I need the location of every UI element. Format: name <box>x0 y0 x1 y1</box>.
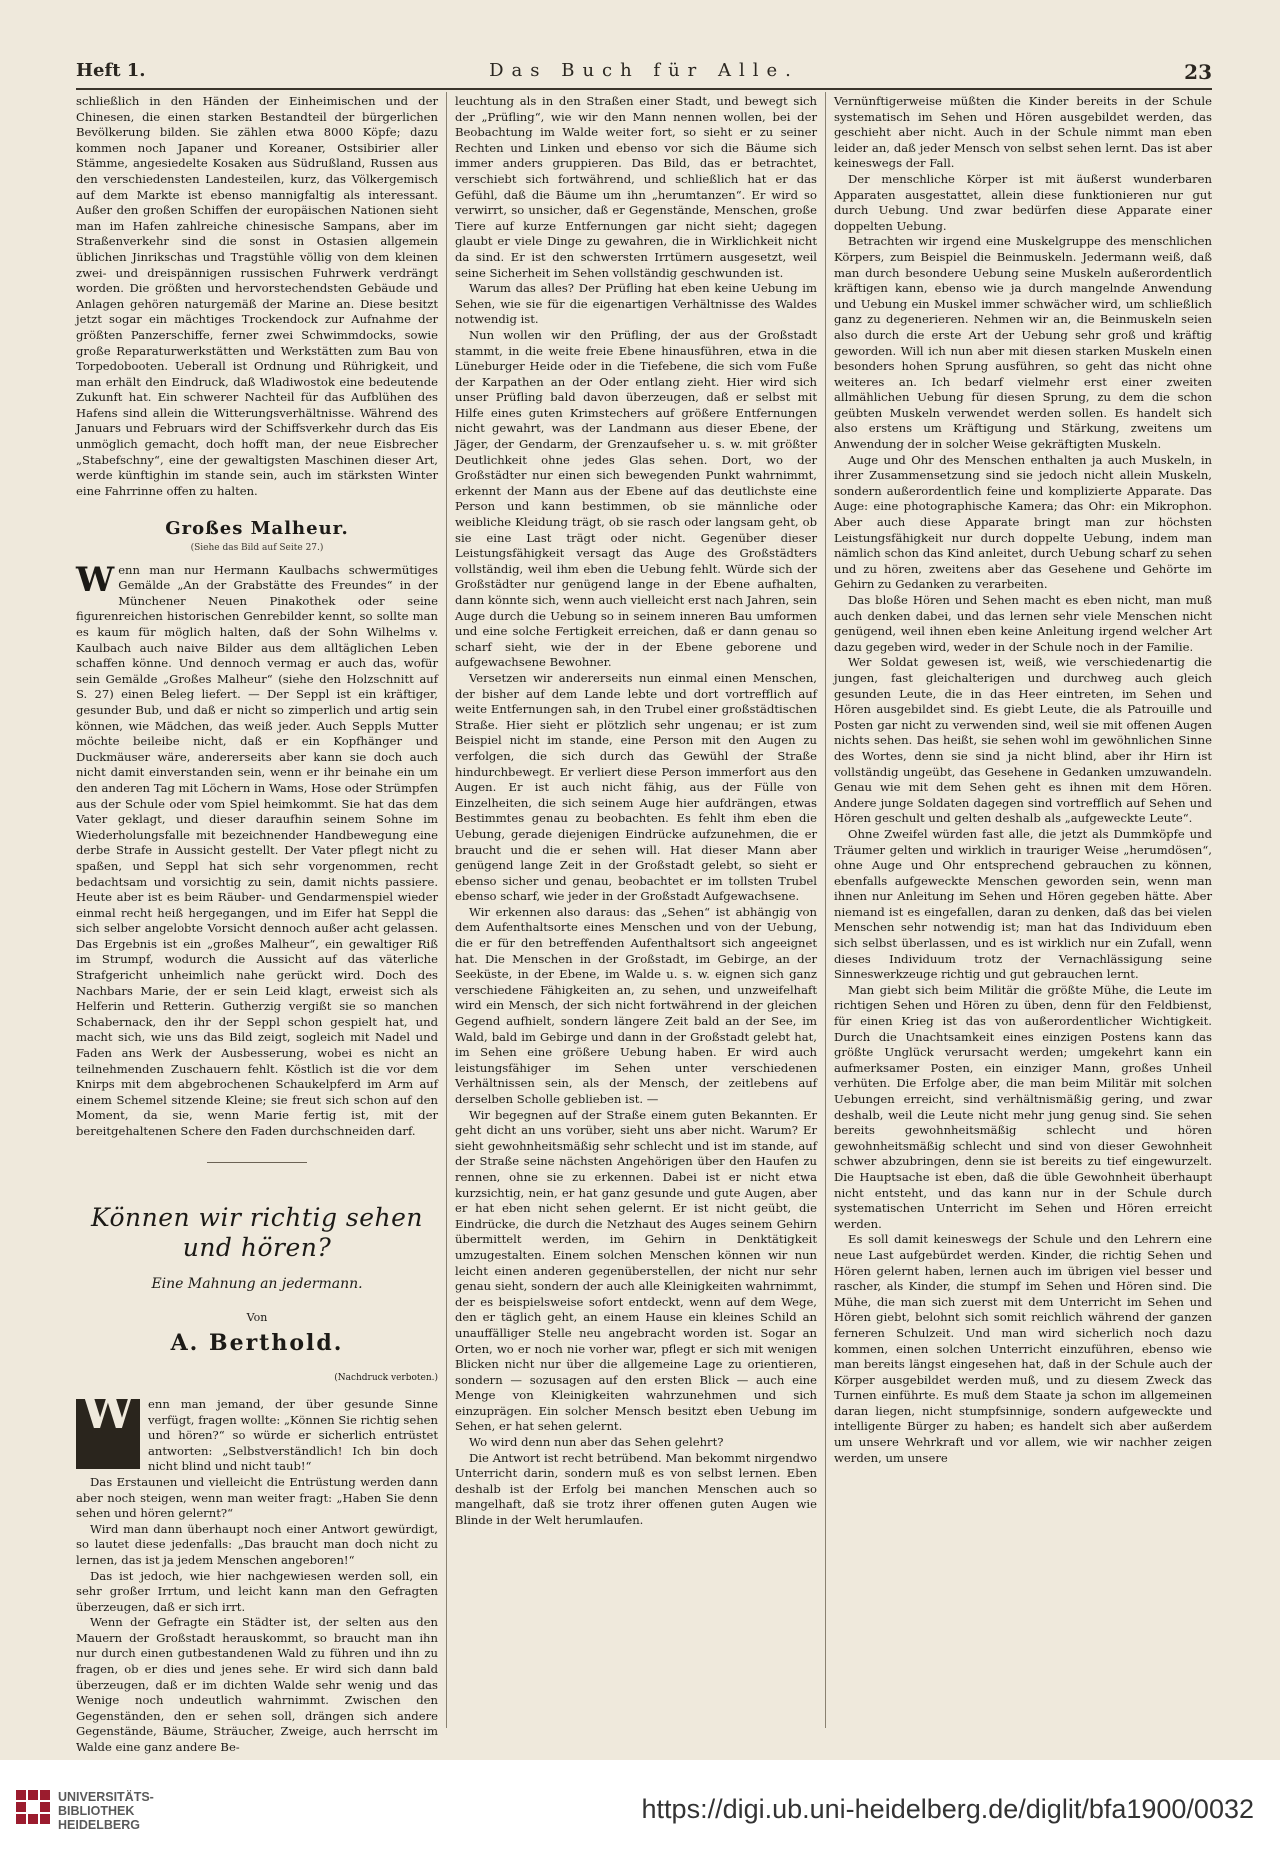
article-main-title: Können wir richtig sehen und hören? <box>90 1202 424 1262</box>
main-paragraph: Das Erstaunen und vielleicht die Entrüstung werden dann aber noch steigen, wenn man weiter fragt: „Haben Sie denn sehen und hören gelernt?“ <box>76 1474 438 1521</box>
main-paragraph: Wird man dann überhaupt noch einer Antwort gewürdigt, so lautet diese jedenfalls: „Das braucht man doch nicht zu lernen, das ist ja jedem Menschen angeboren!“ <box>76 1521 438 1567</box>
malheur-header <box>76 518 438 556</box>
column-rule <box>825 92 826 1728</box>
main-paragraph: Das ist jedoch, wie hier nachgewiesen werden soll, ein sehr großer Irrtum, und leicht kann man den Gefragten überzeugen, daß er sich irrt. <box>76 1568 438 1614</box>
page-number: 23 <box>1184 60 1212 84</box>
byline-von: Von <box>246 1311 268 1325</box>
paragraph: Wo wird denn nun aber das Sehen gelehrt? <box>469 1435 724 1450</box>
paragraph: Die Antwort ist recht betrübend. Man bekommt nirgendwo Unterricht darin, sondern muß es von selbst lernen. Eben deshalb ist der Erfolg bei manchen Menschen auch so mangelhaft, daß sie trotz ihrer offenen guten Augen wie Blinde in der Welt herumlaufen. <box>455 1450 817 1528</box>
paragraph: Der menschliche Körper ist mit äußerst wunderbaren Apparaten ausgestattet, allein diese funktionieren nur gut durch Uebung. Und zwar bedürfen diese Apparate einer doppelten Uebung. <box>834 171 1212 233</box>
paragraph: Man giebt sich beim Militär die größte Mühe, die Leute im richtigen Sehen und Hören zu üben, denn für den Feldbienst, für einen Krieg ist das von außerordentlicher Wichtigkeit. Durch die Unachtsamkeit eines einzigen Postens kann das größte Unglück verursacht werden; umgekehrt kann ein aufmerksamer Posten, ein einziger Mann, großes Unheil verhüten. Die Erfolge aber, die man beim Militär mit solchen Uebungen erreicht, sind verhältnismäßig gering, und zwar deshalb, weil die Leute nicht mehr jung genug sind. Sie sehen bereits gewohnheitsmäßig schlecht und hören gewohnheitsmäßig schlecht und sind von dieser Gewohnheit schwer abzubringen, denn sie ist bereits zu tief eingewurzelt. Die Hauptsache ist eben, daß die üble Gewohnheit überhaupt nicht entsteht, und das kann nur in der Schule durch systematischen Unterricht im Sehen und Hören erreicht werden. <box>834 982 1212 1231</box>
malheur-title: Großes Malheur. <box>165 518 349 540</box>
main-paragraph: W enn man jemand, der über gesunde Sinne verfügt, fragen wollte: „Können Sie richtig sehen und hören?“ so würde er sicherlich entrüstet antworten: „Selbstverständlich! Ich bin doch nicht blind und nicht taub!“ <box>76 1397 438 1475</box>
paragraph: leuchtung als in den Straßen einer Stadt, und bewegt sich der „Prüfling“, wie wir den Mann nennen wollen, bei der Beobachtung im Walde weiter fort, so sieht er zu seiner Rechten und Linken und ebenso vor sich die Bäume sich immer anders gruppieren. Das Bild, das er betrachtet, verschiebt sich fortwährend, und schließlich hat er das Gefühl, daß die Bäume um ihn „herumtanzen“. Er wird so verwirrt, so unsicher, daß er Gegenstände, Menschen, große Tiere auf kurze Entfernungen gar nicht sieht; dagegen glaubt er viele Dinge zu gewahren, die in Wirklichkeit nicht da sind. Er ist den schwersten Irrtümern ausgesetzt, weil seine Sicherheit im Sehen vollständig geschwunden ist. <box>455 94 817 280</box>
paragraph: Auge und Ohr des Menschen enthalten ja auch Muskeln, in ihrer Zusammensetzung sind sie jedoch nicht allein Muskeln, sondern außerordentlich feine und komplizierte Apparate. Das Auge: eine photographische Kamera; das Ohr: ein Mikrophon. Aber auch diese Apparate bringt man zur höchsten Leistungsfähigkeit nur durch doppelte Uebung, indem man nämlich schon das Kind anleitet, durch Uebung scharf zu sehen und zu hören, zweitens aber das Gesehene und Gehörte im Gehirn zu Gedanken zu verarbeiten. <box>834 452 1212 592</box>
article-main-subtitle: Eine Mahnung an jedermann. <box>151 1275 363 1292</box>
paragraph: Betrachten wir irgend eine Muskelgruppe des menschlichen Körpers, zum Beispiel die Beinmuskeln. Jedermann weiß, daß man durch besondere Uebung seine Muskeln außerordentlich kräftigen kann, ebenso wie ja durch mangelnde Anwendung und Uebung ein Muskel immer schwächer wird, um schließlich ganz zu degenerieren. Nehmen wir an, die Beinmuskeln seien also durch die erste Art der Uebung sehr groß und kräftig geworden. Will ich nun aber mit diesen starken Muskeln einen besonders hohen Sprung ausführen, so geht das nicht ohne weiteres an. Ich bedarf vielmehr erst einer zweiten allmählichen Uebung für diesen Sprung, zu dem die schon geübten Muskeln verwendet werden sollen. Es handelt sich also erstens um Kräftigung und Stärkung, zweitens um Anwendung der in solcher Weise gekräftigten Muskeln. <box>834 234 1212 452</box>
paragraph: Vernünftigerweise müßten die Kinder bereits in der Schule systematisch im Sehen und Hören ausgebildet werden, das geschieht aber nicht. Auch in der Schule nimmt man eben leider an, daß jeder Mensch von selbst sehen lernt. Das ist aber keineswegs der Fall. <box>834 94 1212 171</box>
malheur-dropcap: W <box>76 559 115 600</box>
column-1 <box>76 94 438 1755</box>
paragraph: Wir erkennen also daraus: das „Sehen“ ist abhängig von dem Aufenthaltsorte eines Menschen und von der Uebung, die er für den betreffenden Aufenthaltsort sich angeeignet hat. Die Menschen in der Großstadt, im Gebirge, an der Seeküste, in der Ebene, im Walde u. s. w. eignen sich ganz verschiedene Fähigkeiten an, zu sehen, und unzweifelhaft wird ein Mensch, der sich nicht fortwährend in der gleichen Gegend aufhielt, sondern längere Zeit bald an der See, im Wald, bald im Gebirge und dann in der Großstadt gelebt hat, im Sehen eine größere Uebung haben. Er wird auch leistungsfähiger im Sehen unter verschiedenen Verhältnissen sein, als der Mensch, der zeitlebens auf derselben Scholle geblieben ist. — <box>455 904 817 1106</box>
paragraph: Ohne Zweifel würden fast alle, die jetzt als Dummköpfe und Träumer gelten und wirklich in trauriger Weise „herumdösen“, ohne Auge und Ohr entsprechend gebrauchen zu können, ebenfalls aufgeweckte Menschen geworden sein, wenn man ihnen nur Anleitung im Sehen und Hören gegeben hätte. Aber niemand ist es eingefallen, daran zu denken, daß das bei vielen Menschen sehr notwendig ist; man hat das Individuum eben sich selbst überlassen, und es ist wirklich nur ein Zufall, wenn dieses Individuum trotz der Vernachlässigung seine Sinneswerkzeuge richtig und gut gebrauchen lernt. <box>834 826 1212 982</box>
permalink-url[interactable]: https://digi.ub.uni-heidelberg.de/diglit/bfa1900/0032 <box>641 1794 1254 1824</box>
article-author: A. Berthold. <box>170 1329 344 1356</box>
journal-title: Das Buch für Alle. <box>489 60 799 81</box>
malheur-subtitle: (Siehe das Bild auf Seite 27.) <box>190 543 324 554</box>
intro-paragraph: schließlich in den Händen der Einheimischen und der Chinesen, die einen starken Bestandteil der bürgerlichen Bevölkerung bilden. Sie zählen etwa 8000 Köpfe; dazu kommen noch Japaner und Koreaner, Ostsibirier aller Stämme, angesiedelte Kosaken aus Südrußland, Russen aus den verschiedensten Landesteilen, kurz, das Völkergemisch auf dem Markte ist ebenso mannigfaltig als interessant. Außer den großen Schiffen der europäischen Nationen sieht man im Hafen zahlreiche chinesische Sampans, aber im Straßenverkehr sind die sonst in Ostasien allgemein üblichen Jinrikschas und Tragstühle völlig von dem kleinen zwei- und dreispännigen russischen Fuhrwerk verdrängt worden. Die größten und hervorstechendsten Gebäude und Anlagen gehören naturgemäß der Marine an. Diese besitzt jetzt sogar ein mächtiges Trockendock zur Aufnahme der größten Panzerschiffe, ferner zwei Schwimmdocks, sowie große Reparaturwerkstätten und Werkstätten zum Bau von Torpedobooten. Ueberall ist Ordnung und Rührigkeit, und man erhält den Eindruck, daß Wladiwostok eine bedeutende Zukunft hat. Ein schwerer Nachteil für das Aufblühen des Hafens sind allein die Witterungsverhältnisse. Während des Januars und Februars wird der Schiffsverkehr durch das Eis unmöglich gemacht, doch hofft man, der neue Eisbrecher „Stabefschny“, eine der gewaltigsten Maschinen dieser Art, werde künftighin im stande sein, auch im stärksten Winter eine Fahrrinne offen zu halten. <box>76 94 438 498</box>
paragraph: Warum das alles? Der Prüfling hat eben keine Uebung im Sehen, wie sie für die eigenartigen Verhältnisse des Waldes notwendig ist. <box>455 281 817 327</box>
library-footer <box>0 1760 1280 1860</box>
malheur-text: enn man nur Hermann Kaulbachs schwermütiges Gemälde „An der Grabstätte des Freundes“ in der Münchener Neuen Pinakothek oder seine figurenreichen historischen Genrebilder kennt, so sollte man es kaum für möglich halten, daß der Sohn Wilhelms v. Kaulbach auch naive Bilder aus dem alltäglichen Leben schaffen könne. Und dennoch vermag er auch das, wofür sein Gemälde „Großes Malheur“ (siehe den Holzschnitt auf S. 27) einen Beleg liefert. — Der Seppl ist ein kräftiger, gesunder Bub, und daß er nicht so zimperlich und artig sein können, wie Mädchen, das weiß jeder. Auch Seppls Mutter möchte beileibe nicht, daß er ein Kopfhänger und Duckmäuser wäre, andererseits aber kann sie doch auch nicht damit einverstanden sein, wenn er ihr beinahe ein um den anderen Tag mit Löchern in Wams, Hose oder Strümpfen aus der Schule oder vom Spiel heimkommt. Sie hat das dem Vater geklagt, und dieser daraufhin seinem Sohne im Wiederholungsfalle mit bezeichnender Handbewegung eine derbe Strafe in Aussicht gestellt. Der Vater pflegt nicht zu spaßen, und Seppl hat sich sehr vorgenommen, recht bedachtsam und vorsichtig zu sein, damit nichts passiere. Heute aber ist es beim Räuber- und Gendarmenspiel wieder einmal recht heiß hergegangen, und im Eifer hat Seppl die sich selber angelobte Vorsicht dennoch außer acht gelassen. Das Ergebnis ist ein „großes Malheur“, ein gewaltiger Riß im Strumpf, wodurch die Aussicht auf das väterliche Strafgericht unheimlich nahe gerückt wird. Doch des Nachbars Marie, der er sein Leid klagt, erweist sich als Helferin und Retterin. Gutherzig vergißt sie so manchen Schabernack, den ihr der Seppl schon gespielt hat, und macht sich, wie uns das Bild zeigt, sogleich mit Nadel und Faden ans Werk der Ausbesserung, wobei es nicht an teilnehmenden Zuschauern fehlt. Köstlich ist die vor dem Knirps mit dem abgebrochenen Schaukelpferd im Arm auf einem Schemel sitzende Kleine; sie freut sich schon auf den Moment, da sie, wenn Marie fertig ist, mit der bereitgehaltenen Schere den Faden durchschneiden darf. <box>76 562 438 1138</box>
paragraph: Nun wollen wir den Prüfling, der aus der Großstadt stammt, in die weite freie Ebene hinausführen, etwa in die Lüneburger Heide oder in die Tiefebene, die sich vom Fuße der Karpathen an der Oder entlang zieht. Hier wird sich unser Prüfling bald davon überzeugen, daß er selbst mit Hilfe eines guten Krimstechers auf größere Entfernungen nicht gewahrt, was der Landmann aus dieser Ebene, der Jäger, der Gendarm, der Grenzaufseher u. s. w. mit größter Deutlichkeit ohne jedes Glas sehen. Dort, wo der Großstädter nur einen sich bewegenden Punkt wahrnimmt, erkennt der Mann aus der Ebene auf das deutlichste eine Person und kann bestimmen, ob sie männliche oder weibliche Kleidung trägt, ob sie rasch oder langsam geht, ob sie eine Last trägt oder nicht. Gegenüber dieser Leistungsfähigkeit versagt das Auge des Großstädters vollständig, weil ihm eben die Uebung fehlt. Würde sich der Großstädter nur genügend lange in der Ebene aufhalten, dann könnte sich, wenn auch vielleicht erst nach Jahren, sein Auge durch die Uebung so in seinem inneren Bau umformen und eine solche Fertigkeit erreichen, daß er dann genau so scharf sieht, wie der in der Ebene geborene und aufgewachsene Bewohner. <box>455 327 817 670</box>
paragraph: Das bloße Hören und Sehen macht es eben nicht, man muß auch denken dabei, und das lernen sehr viele Menschen nicht genügend, weil ihnen eben keine Anleitung irgend welcher Art dazu gegeben wird, weder in der Schule noch in der Familie. <box>834 593 1212 654</box>
paragraph: Wir begegnen auf der Straße einem guten Bekannten. Er geht dicht an uns vorüber, sieht uns aber nicht. Warum? Er sieht gewohnheitsmäßig sehr schlecht und ist im stande, auf der Straße seine nächsten Angehörigen über den Haufen zu rennen, ohne sie zu erkennen. Dabei ist er nicht etwa kurzsichtig, nein, er hat ganz gesunde und gute Augen, aber er hat eben nicht sehen gelernt. Er ist nicht geübt, die Eindrücke, die durch die Netzhaut des Auges seinem Gehirn übermittelt werden, im Gehirn in Denktätigkeit umzugestalten. Einem solchen Menschen können wir nun leicht einen anderen gegenüberstellen, der nicht nur sehr genau sieht, sondern der auch alle Kleinigkeiten wahrnimmt, der es beispielsweise sofort entdeckt, wenn auf dem Wege, den er täglich geht, an einem Hause ein kleines Schild an unauffälliger Stelle neu angebracht worden ist. Sogar an Orten, wo er noch nie vorher war, pflegt er sich mit wenigen Blicken nicht nur über die allgemeine Lage zu orientieren, sondern — sozusagen auf den ersten Blick — auch eine Menge von Kleinigkeiten wahrzunehmen und sich einzuprägen. Ein solcher Mensch besitzt eben Uebung im Sehen, er hat sehen gelernt. <box>455 1107 817 1434</box>
header-rule <box>76 88 1212 90</box>
column-rule <box>446 92 447 1728</box>
column-2 <box>455 94 817 1724</box>
issue-label: Heft 1. <box>76 60 146 81</box>
paragraph: Versetzen wir andererseits nun einmal einen Menschen, der bisher auf dem Lande lebte und dort vortrefflich auf weite Entfernungen sah, in den Trubel einer großstädtischen Straße. Hier sieht er plötzlich sehr ungenau; er ist zum Beispiel nicht im stande, eine Person mit den Augen zu verfolgen, die sich durch das Gewühl der Straße hindurchbewegt. Er verliert diese Person immerfort aus den Augen. Er ist auch nicht fähig, aus der Fülle von Einzelheiten, die sich seinem Auge hier aufdrängen, etwas Bestimmtes genau zu beobachten. Es fehlt ihm eben die Uebung, gerade diejenigen Eindrücke aufzunehmen, die er braucht und die er sehen will. Hat dieser Mann aber genügend lange Zeit in der Großstadt gelebt, so sieht er ebenso sicher und genau, beobachtet er im tollsten Trubel ebenso scharf, wie jeder in der Großstadt Aufgewachsene. <box>455 670 817 904</box>
malheur-paragraph <box>76 559 438 1140</box>
ornamental-initial: W <box>76 1399 140 1469</box>
university-library-logo-icon <box>16 1790 50 1830</box>
main-paragraph: Wenn der Gefragte ein Städter ist, der selten aus den Mauern der Großstadt herauskommt, so braucht man ihn nur durch einen gutbestandenen Wald zu führen und ihn zu fragen, ob er dies und jenes sehe. Er wird sich dann bald überzeugen, daß er im dichten Walde sehr wenig und das Wenige noch undeutlich wahrnimmt. Zwischen den Gegenständen, den er sehen soll, drängen sich andere Gegenstände, Bäume, Sträucher, Zweige, auch herrscht im Walde eine ganz andere Be- <box>76 1615 438 1755</box>
institution-name: UNIVERSITÄTS- BIBLIOTHEK HEIDELBERG <box>58 1790 154 1832</box>
paragraph: Es soll damit keineswegs der Schule und den Lehrern eine neue Last aufgebürdet werden. Kinder, die richtig Sehen und Hören gelernt haben, lernen auch im übrigen viel besser und rascher, als Kinder, die stumpf im Sehen und Hören sind. Die Mühe, die man sich zuerst mit dem Unterricht im Sehen und Hören giebt, belohnt sich somit reichlich während der ganzen ferneren Schulzeit. Und man wird sicherlich noch dazu kommen, einen solchen Unterricht einzuführen, ebenso wie man bereits längst eingesehen hat, daß in der Schule auch der Körper ausgebildet werden muß, und zu diesem Zweck das Turnen einführte. Es muß dem Staate ja schon im allgemeinen daran liegen, nicht stumpfsinnige, sondern aufgeweckte und intelligente Bürger zu haben; es handelt sich aber außerdem um unsere Wehrkraft und vor allem, wie wir nachher zeigen werden, um unsere <box>834 1232 1212 1465</box>
column-3 <box>834 94 1212 1724</box>
paragraph: Wer Soldat gewesen ist, weiß, wie verschiedenartig die jungen, fast gleichalterigen und durchweg auch gleich gesunden Leute, die in das Heer eintreten, im Sehen und Hören ausgebildet sind. Es giebt Leute, die als Patrouille und Posten gar nicht zu verwenden sind, weil sie mit offenen Augen nichts sehen. Das heißt, sie sehen wohl im gewöhnlichen Sinne des Wortes, denn sie sind ja nicht blind, aber ihr Hirn ist vollständig ungeübt, das Gesehene in Gedanken umzuwandeln. Genau wie mit dem Sehen geht es ihnen mit dem Hören. Andere junge Soldaten dagegen sind vortrefflich auf Sehen und Hören geschult und gelten deshalb als „aufgeweckte Leute“. <box>834 655 1212 826</box>
section-divider <box>207 1162 307 1163</box>
page-header <box>76 60 1212 88</box>
reprint-notice: (Nachdruck verboten.) <box>334 1373 438 1384</box>
